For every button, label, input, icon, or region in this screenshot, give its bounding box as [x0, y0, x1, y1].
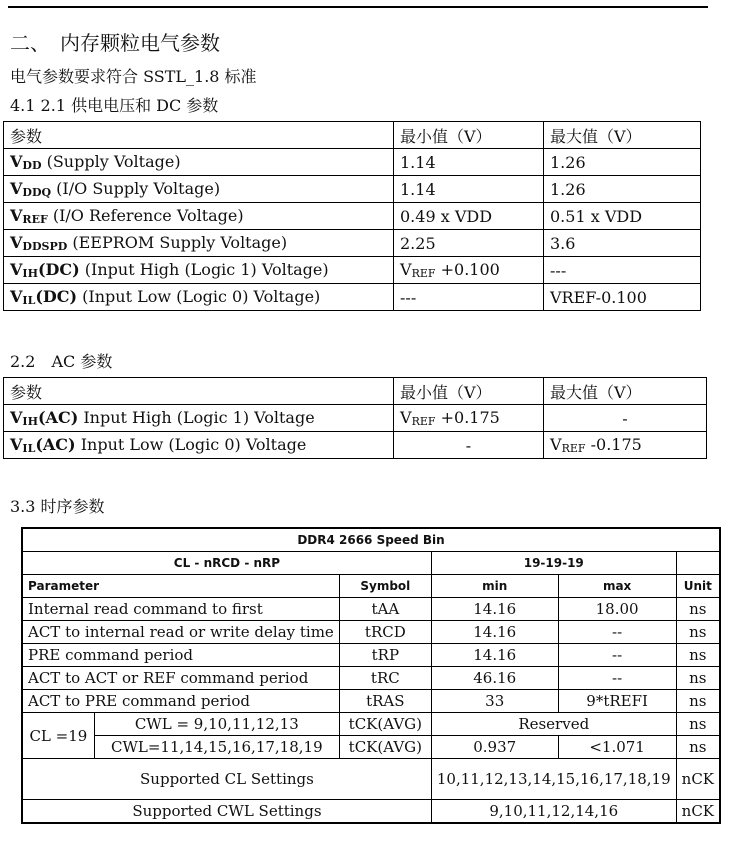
unit-cell: ns	[676, 644, 720, 667]
timing-table	[21, 527, 721, 824]
symbol-sub: IH	[22, 267, 38, 280]
dc-parameter-table	[3, 121, 701, 311]
cl-label: CL - nRCD - nRP	[22, 552, 431, 575]
symbol-main: V	[10, 233, 23, 252]
symbol-main: V	[10, 179, 23, 198]
table-row	[22, 667, 720, 690]
unit-cell: ns	[676, 667, 720, 690]
symbol-cell: tRP	[339, 644, 431, 667]
header-unit: Unit	[676, 575, 720, 598]
min-cell: -	[394, 432, 544, 459]
table-row	[22, 759, 720, 800]
table-row	[22, 713, 720, 736]
symbol-sub: REF	[22, 213, 48, 226]
unit-cell: ns	[676, 621, 720, 644]
symbol-cell: tRAS	[339, 690, 431, 713]
param-cell	[4, 149, 394, 176]
param-cell: $V_{IH}(AC)$ Input High (Logic 1) Voltage	[4, 405, 394, 432]
top-rule	[8, 6, 708, 8]
max-cell: --	[558, 644, 676, 667]
parameter-cell: ACT to internal read or write delay time	[22, 621, 339, 644]
table-header-row	[4, 122, 701, 149]
symbol-main: V	[10, 287, 23, 306]
empty-cell	[676, 552, 720, 575]
parameter-cell: ACT to ACT or REF command period	[22, 667, 339, 690]
symbol-sub: DD	[22, 159, 42, 172]
unit-cell: ns	[676, 713, 720, 736]
max-cell: --	[558, 621, 676, 644]
unit-cell: ns	[676, 690, 720, 713]
table-row	[22, 690, 720, 713]
symbol-sub: IL	[22, 294, 36, 307]
table-row	[4, 176, 701, 203]
max-cell: --	[558, 667, 676, 690]
min-cell: 2.25	[394, 230, 544, 257]
table-row	[4, 405, 707, 432]
ac-heading: 2.2 AC 参数	[10, 352, 113, 371]
ac-parameter-table	[3, 377, 707, 459]
max-cell: VREF-0.100	[544, 284, 701, 311]
header-max: 最大值（V）	[544, 122, 701, 149]
table-row	[4, 284, 701, 311]
timing-heading: 3.3 时序参数	[10, 497, 105, 516]
param-desc: (I/O Supply Voltage)	[51, 179, 221, 198]
dc-heading: 4.1 2.1 供电电压和 DC 参数	[10, 96, 219, 115]
table-row	[22, 621, 720, 644]
param-cell	[4, 230, 394, 257]
max-cell: 1.26	[544, 149, 701, 176]
min-cell: $V_{REF} +0.100$	[394, 257, 544, 284]
symbol-cell: tRC	[339, 667, 431, 690]
header-param: 参数	[4, 122, 394, 149]
param-desc: (EEPROM Supply Voltage)	[67, 233, 288, 252]
param-desc: (Input Low (Logic 0) Voltage)	[77, 287, 321, 306]
max-cell: 18.00	[558, 598, 676, 621]
param-cell	[4, 203, 394, 230]
header-parameter: Parameter	[22, 575, 339, 598]
cl-value: 19-19-19	[431, 552, 676, 575]
min-cell: 14.16	[431, 598, 558, 621]
symbol-cell: tAA	[339, 598, 431, 621]
min-cell: 46.16	[431, 667, 558, 690]
cwl-cell: CWL = 9,10,11,12,13	[94, 713, 339, 736]
symbol-tail: (DC)	[37, 260, 80, 279]
header-max: max	[558, 575, 676, 598]
max-cell: -	[544, 405, 707, 432]
unit-cell: nCK	[676, 800, 720, 824]
supported-cl-label: Supported CL Settings	[22, 759, 431, 800]
max-cell: 3.6	[544, 230, 701, 257]
min-cell: 0.937	[431, 736, 558, 759]
intro-text: 电气参数要求符合 SSTL_1.8 标准	[10, 67, 257, 86]
symbol-sub: DDQ	[22, 186, 52, 199]
parameter-cell: PRE command period	[22, 644, 339, 667]
timing-cl-row	[22, 552, 720, 575]
max-cell: 0.51 x VDD	[544, 203, 701, 230]
param-desc: (Input High (Logic 1) Voltage)	[79, 260, 329, 279]
header-param: 参数	[4, 378, 394, 405]
max-cell: 9*tREFI	[558, 690, 676, 713]
min-cell: 33	[431, 690, 558, 713]
min-cell: 1.14	[394, 176, 544, 203]
symbol-sub: DDSPD	[22, 240, 68, 253]
symbol-cell: tCK(AVG)	[339, 736, 431, 759]
timing-title-row	[22, 528, 720, 552]
section-title: 二、 内存颗粒电气参数	[10, 31, 220, 55]
table-row	[22, 800, 720, 824]
unit-cell: ns	[676, 598, 720, 621]
header-min: min	[431, 575, 558, 598]
unit-cell: ns	[676, 736, 720, 759]
symbol-main: V	[10, 206, 23, 225]
parameter-cell: ACT to PRE command period	[22, 690, 339, 713]
param-cell: $V_{IL}(AC)$ Input Low (Logic 0) Voltage	[4, 432, 394, 459]
table-row	[22, 644, 720, 667]
max-cell: <1.071	[558, 736, 676, 759]
symbol-cell: tCK(AVG)	[339, 713, 431, 736]
supported-cwl-label: Supported CWL Settings	[22, 800, 431, 824]
param-desc: (I/O Reference Voltage)	[47, 206, 244, 225]
table-row	[4, 149, 701, 176]
symbol-main: V	[10, 152, 23, 171]
param-cell	[4, 284, 394, 311]
table-row	[4, 257, 701, 284]
symbol-cell: tRCD	[339, 621, 431, 644]
symbol-tail: (DC)	[35, 287, 78, 306]
max-cell: $V_{REF}$ -0.175	[544, 432, 707, 459]
header-symbol: Symbol	[339, 575, 431, 598]
parameter-cell: Internal read command to first	[22, 598, 339, 621]
table-row	[4, 230, 701, 257]
param-desc: (Supply Voltage)	[41, 152, 181, 171]
supported-cl-value: 10,11,12,13,14,15,16,17,18,19	[431, 759, 676, 800]
header-min: 最小值（V）	[394, 378, 544, 405]
table-row	[22, 598, 720, 621]
cwl-cell: CWL=11,14,15,16,17,18,19	[94, 736, 339, 759]
header-max: 最大值（V）	[544, 378, 707, 405]
timing-header-row	[22, 575, 720, 598]
supported-cwl-value: 9,10,11,12,14,16	[431, 800, 676, 824]
param-cell	[4, 257, 394, 284]
max-cell: 1.26	[544, 176, 701, 203]
header-min: 最小值（V）	[394, 122, 544, 149]
max-cell: ---	[544, 257, 701, 284]
symbol-main: V	[10, 260, 23, 279]
unit-cell: nCK	[676, 759, 720, 800]
param-cell	[4, 176, 394, 203]
min-cell: 14.16	[431, 621, 558, 644]
min-cell: 0.49 x VDD	[394, 203, 544, 230]
table-row	[4, 432, 707, 459]
table-row	[22, 736, 720, 759]
min-cell: 1.14	[394, 149, 544, 176]
min-cell: 14.16	[431, 644, 558, 667]
min-cell: $V_{REF} +0.175$	[394, 405, 544, 432]
table-header-row	[4, 378, 707, 405]
min-cell: ---	[394, 284, 544, 311]
reserved-cell: Reserved	[431, 713, 676, 736]
cl19-label: CL =19	[22, 713, 94, 759]
timing-title: DDR4 2666 Speed Bin	[22, 528, 720, 552]
table-row	[4, 203, 701, 230]
